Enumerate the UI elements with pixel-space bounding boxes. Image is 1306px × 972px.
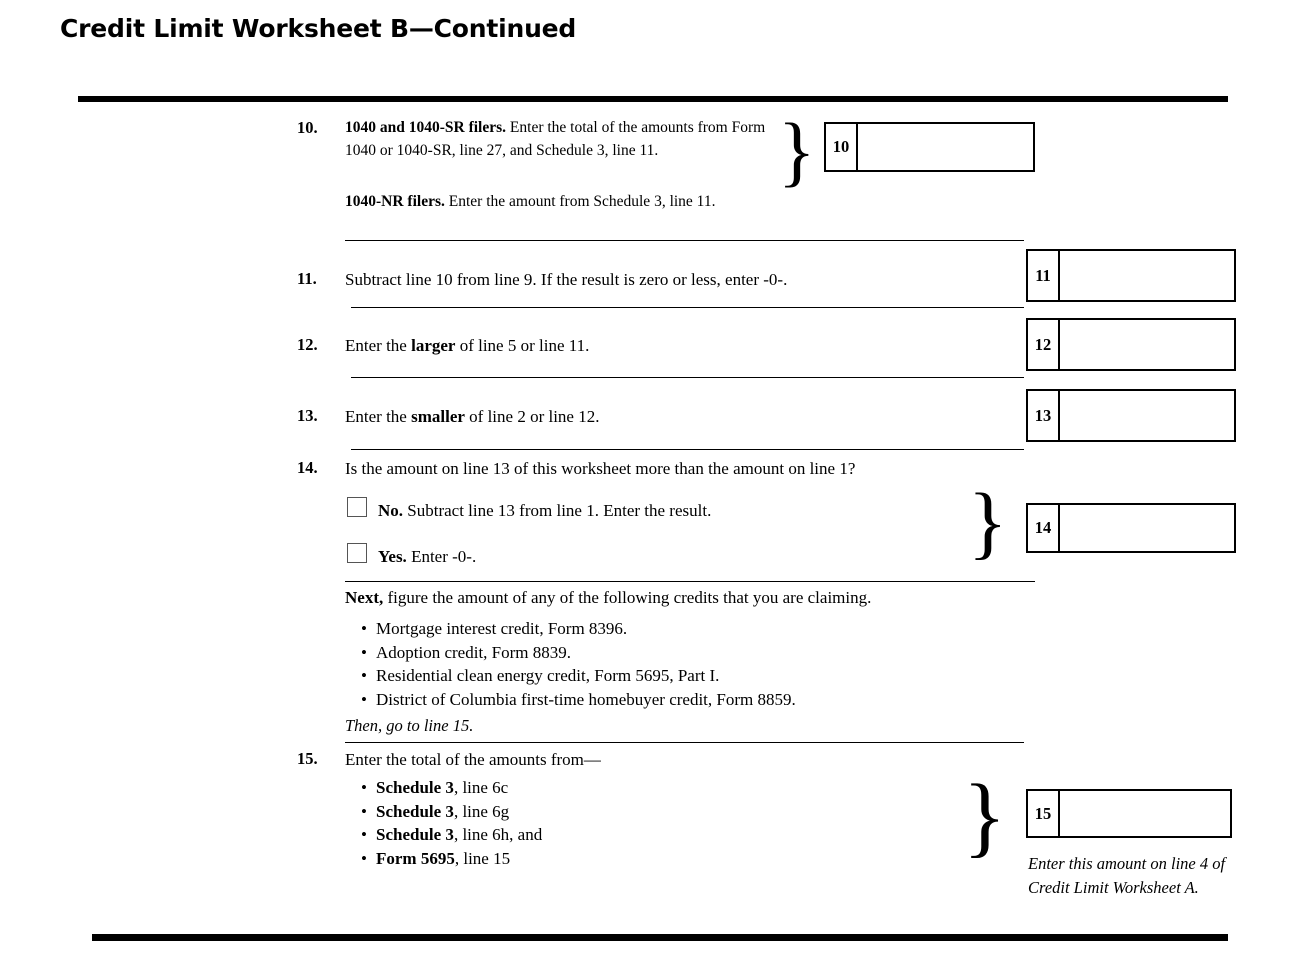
line-12-number: 12. bbox=[297, 335, 318, 354]
line-14-entry-box[interactable] bbox=[1026, 503, 1236, 553]
line-15-text: Enter the total of the amounts from— bbox=[345, 750, 601, 769]
list-item-rest: , line 15 bbox=[454, 848, 511, 868]
line-11-box-label: 11 bbox=[1028, 251, 1060, 300]
line-10-brace: } bbox=[778, 107, 816, 194]
list-item-bold: Schedule 3 bbox=[376, 778, 454, 797]
line-10-body-b: Enter the amount from Schedule 3, line 11. bbox=[444, 193, 716, 210]
line-13-text-post: of line 2 or line 12. bbox=[464, 407, 600, 426]
line-14-no-text: Subtract line 13 from line 1. Enter the result. bbox=[403, 501, 712, 520]
line-14-number: 14. bbox=[297, 458, 318, 477]
next-bold: Next, bbox=[345, 588, 384, 607]
next-text: figure the amount of any of the following credits that you are claiming. bbox=[383, 588, 872, 607]
line-14-no-option bbox=[378, 499, 938, 523]
line-14-question: Is the amount on line 13 of this worksheet more than the amount on line 1? bbox=[345, 459, 856, 478]
line-15-value[interactable] bbox=[1060, 791, 1230, 836]
divider-after-line-10 bbox=[345, 240, 1024, 241]
divider-after-line-12 bbox=[351, 377, 1024, 378]
line-14-yes-bold: Yes. bbox=[378, 547, 407, 566]
line-12-box-label: 12 bbox=[1028, 320, 1060, 369]
divider-before-next bbox=[345, 581, 1035, 582]
divider-after-line-13 bbox=[351, 449, 1024, 450]
line-12-text bbox=[345, 334, 1005, 358]
list-item: • Mortgage interest credit, Form 8396. bbox=[376, 617, 998, 641]
line-12-entry-box[interactable] bbox=[1026, 318, 1236, 371]
line-15-number: 15. bbox=[297, 749, 318, 768]
page-title: Credit Limit Worksheet B—Continued bbox=[60, 14, 577, 43]
line-10-bold-b: 1040-NR filers. bbox=[345, 193, 445, 210]
credits-list bbox=[358, 617, 998, 711]
line-12-text-pre: Enter the bbox=[345, 336, 412, 355]
line-15-entry-box[interactable] bbox=[1026, 789, 1232, 838]
line-11-text: Subtract line 10 from line 9. If the result is zero or less, enter -0-. bbox=[345, 270, 788, 289]
line-13-entry-box[interactable] bbox=[1026, 389, 1236, 442]
line-13-text-bold: smaller bbox=[411, 407, 465, 426]
list-item bbox=[376, 847, 858, 871]
list-item-bold: Schedule 3 bbox=[376, 801, 454, 821]
list-item-bold: Schedule 3 bbox=[376, 825, 454, 844]
line-14-value[interactable] bbox=[1060, 505, 1234, 551]
line-10-box-label: 10 bbox=[826, 124, 858, 170]
list-item: • Residential clean energy credit, Form 5695, Part I. bbox=[376, 664, 998, 688]
line-12-text-bold: larger bbox=[411, 336, 456, 355]
line-14-no-checkbox[interactable] bbox=[347, 497, 367, 517]
list-item: • District of Columbia first-time homebuyer credit, Form 8859. bbox=[376, 688, 998, 712]
line-14-yes-text: Enter -0-. bbox=[406, 547, 477, 566]
bottom-rule bbox=[92, 934, 1228, 941]
list-item-rest: , line 6h, and bbox=[453, 825, 543, 844]
line-15-items bbox=[358, 776, 858, 870]
line-13-number: 13. bbox=[297, 406, 318, 425]
line-14-yes-checkbox[interactable] bbox=[347, 543, 367, 563]
line-10-number: 10. bbox=[297, 118, 318, 137]
line-10-entry-box[interactable] bbox=[824, 122, 1035, 172]
line-14-no-bold: No. bbox=[378, 501, 404, 520]
divider-after-line-11 bbox=[351, 307, 1024, 308]
line-13-value[interactable] bbox=[1060, 391, 1234, 440]
divider-after-line-14 bbox=[345, 742, 1024, 743]
list-item bbox=[376, 823, 858, 847]
line-14-box-label: 14 bbox=[1028, 505, 1060, 551]
line-10-body-a: Enter the total of the amounts from Form 1040 or 1040-SR, line 27, and Schedule 3, line 11. bbox=[345, 119, 766, 159]
line-12-text-post: of line 5 or line 11. bbox=[455, 336, 590, 355]
line-11-entry-box[interactable] bbox=[1026, 249, 1236, 302]
line-10-text-b bbox=[345, 190, 775, 213]
next-instruction bbox=[345, 586, 1045, 610]
list-item-rest: , line 6c bbox=[453, 778, 509, 797]
line-14-brace: } bbox=[968, 476, 1008, 567]
line-11-value[interactable] bbox=[1060, 251, 1234, 300]
line-12-value[interactable] bbox=[1060, 320, 1234, 369]
list-item: • Adoption credit, Form 8839. bbox=[376, 641, 998, 665]
top-rule bbox=[78, 96, 1228, 102]
line-10-value[interactable] bbox=[858, 124, 1033, 170]
line-15-brace: } bbox=[963, 767, 1007, 866]
line-13-text bbox=[345, 405, 1005, 429]
line-13-box-label: 13 bbox=[1028, 391, 1060, 440]
line-15-footnote: Enter this amount on line 4 of Credit Limit Worksheet A. bbox=[1028, 854, 1226, 897]
list-item bbox=[376, 800, 858, 824]
then-go-to-line-15: Then, go to line 15. bbox=[345, 716, 474, 735]
line-10-text-a bbox=[345, 116, 770, 162]
line-13-text-pre: Enter the bbox=[345, 407, 412, 426]
line-15-box-label: 15 bbox=[1028, 791, 1060, 836]
list-item-bold: Form 5695 bbox=[376, 848, 455, 868]
line-14-yes-option bbox=[378, 545, 938, 569]
line-11-number: 11. bbox=[297, 269, 317, 288]
line-10-bold-a: 1040 and 1040-SR filers. bbox=[345, 119, 507, 136]
list-item bbox=[376, 776, 858, 800]
list-item-rest: , line 6g bbox=[453, 801, 510, 821]
